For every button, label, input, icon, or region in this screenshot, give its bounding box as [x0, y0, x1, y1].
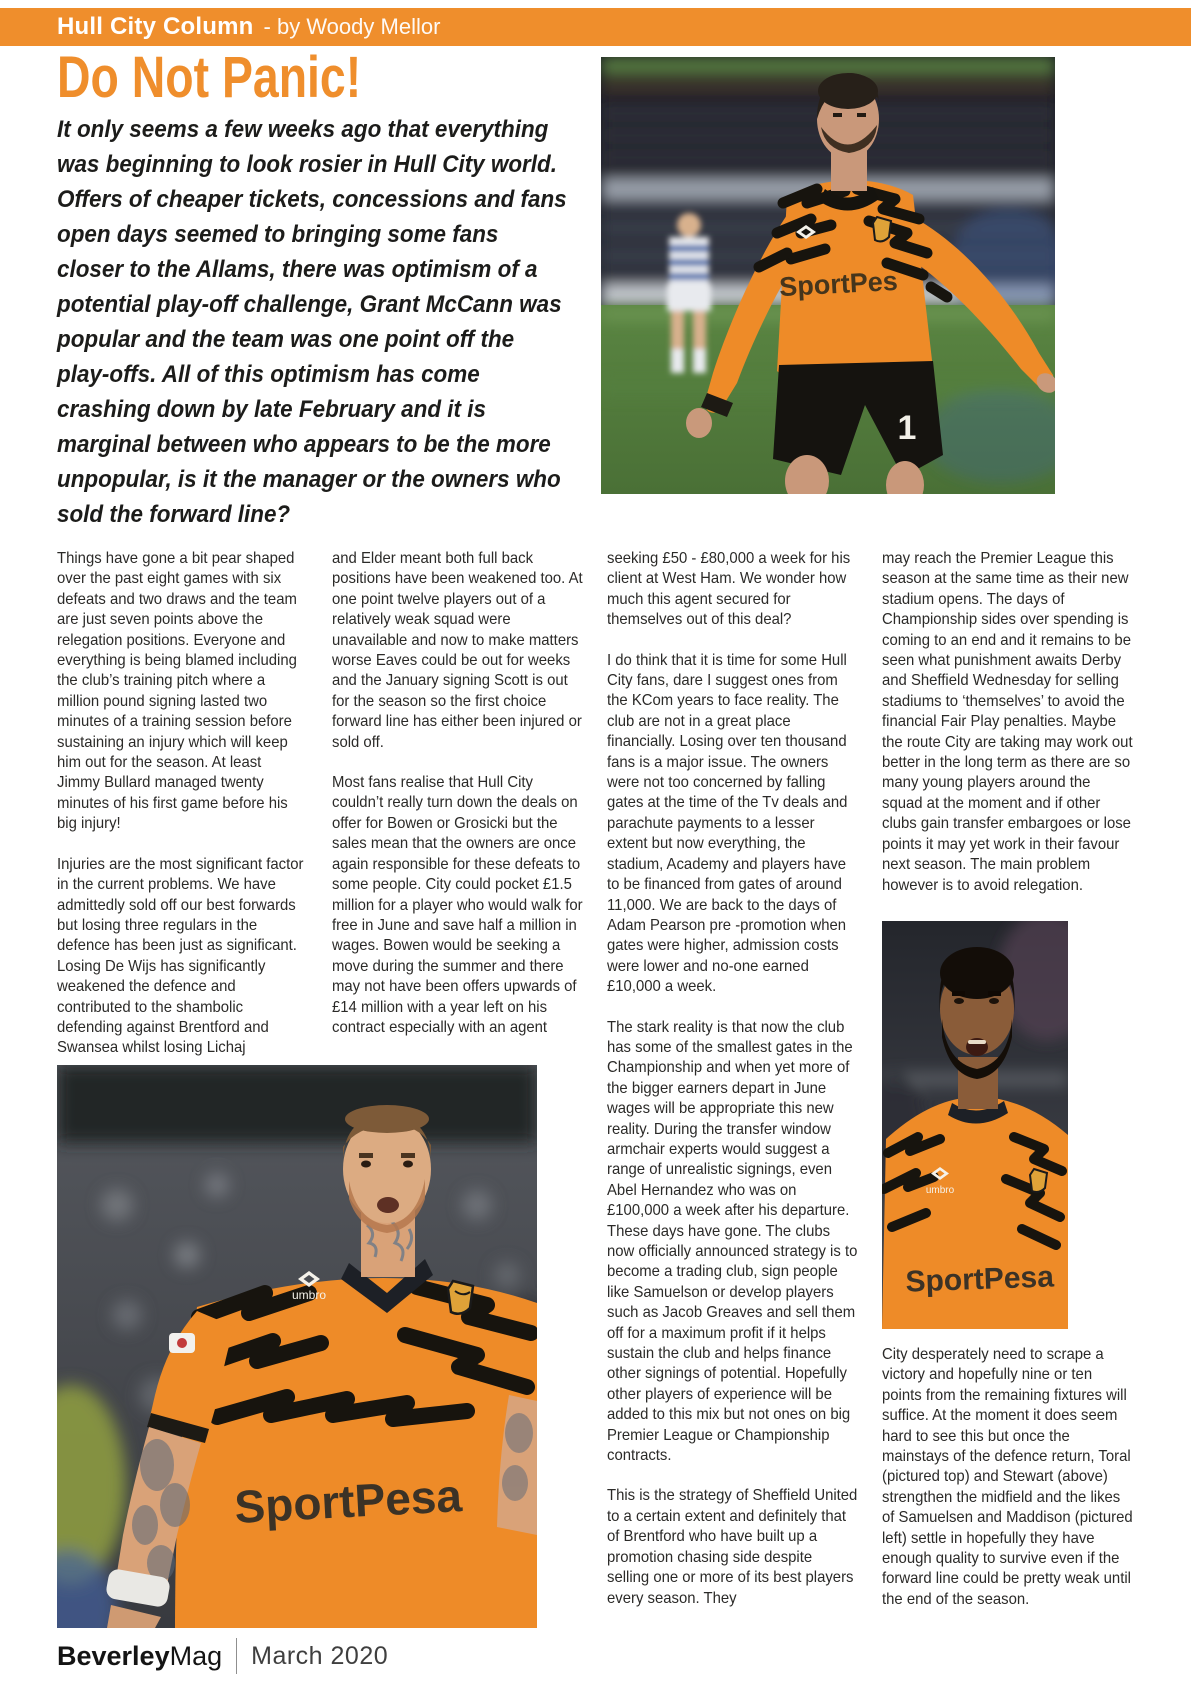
paragraph: Most fans realise that Hull City couldn’t really turn down the deals on offer for Bowen or Grosicki but the sales mean that the owners are once again responsible for these defeats to some people. City could pocket £1.5 million for a player who would walk for free in June and save half a million in wages. Bowen would be seeking a move during the summer and there may not have been offers upwards of £14 million with a year left on his contract especially with an agent	[332, 774, 583, 1036]
shirt-sponsor-text: SportPesa	[904, 1260, 1055, 1299]
hull-city-badge	[1030, 1169, 1047, 1192]
photo-toral	[601, 57, 1055, 494]
magazine-name-regular: Mag	[169, 1640, 223, 1671]
body-column-3	[607, 549, 858, 1629]
photo-stewart	[882, 921, 1068, 1329]
paragraph: City desperately need to scrape a victory and hopefully nine or ten points from the remaining fixtures will suffice. At the moment it does seem hard to see this but once the mainstays of the defence return, Toral (pictured top) and Stewart (above) strengthen the midfield and the likes of Samuelsen and Maddison (pictured left) settle in hopefully they have enough quality to survive even if the forward line could be pretty weak until the end of the season.	[882, 1346, 1133, 1608]
magazine-name	[57, 1641, 222, 1672]
maddison-illustration	[57, 1065, 537, 1628]
page-headline: Do Not Panic!	[57, 45, 362, 110]
paragraph: I do think that it is time for some Hull City fans, dare I suggest ones from the KCom years to face reality. The club are not in a great place financially. Losing over ten thousand fans is a major issue. The owners were not too concerned by falling gates at the time of the Tv deals and parachute payments to a lesser extent but now everything, the stadium, Academy and players have to be financed from gates of around 11,000. We are back to the days of Adam Pearson pre -promotion when gates were higher, admission costs were lower and no-one earned £10,000 a week.	[607, 651, 848, 996]
hull-city-badge	[873, 217, 891, 241]
body-column-1	[57, 549, 308, 1079]
paragraph: The stark reality is that now the club has some of the smallest gates in the Championship and when yet more of the bigger earners depart in June wages will be appropriate this new reality. During the transfer window armchair experts would suggest a range of unrealistic signings, even Abel Hernandez who was on £100,000 a week after his departure. These days have gone. The clubs now officially announced strategy is to become a trading club, sign people like Samuelson or develop players such as Jacob Greaves and sell them off for a maximum profit if it helps sustain the club and helps finance other signings of potential. Hopefully other players of experience will be added to this mix but not ones on big Premier League or Championship contracts.	[607, 1018, 858, 1465]
paragraph: seeking £50 - £80,000 a week for his client at West Ham. We wonder how much this agent secured for themselves out of this deal?	[607, 550, 851, 629]
paragraph: Injuries are the most significant factor in the current problems. We have admittedly sold off our best forwards but losing three regulars in the defence has been just as significant. Losing De Wijs has significantly weakened the defence and contributed to the shambolic defending against Brentford and Swansea whilst losing Lichaj	[57, 855, 304, 1057]
shirt-sponsor-text: SportPesa	[233, 1469, 464, 1533]
top-bar	[0, 8, 1191, 46]
paragraph: may reach the Premier League this season at the same time as their new stadium opens. The days of Championship sides over spending is coming to an end and it remains to be seen what punishment awaits Derby and Sheffield Wednesday for selling stadiums to ‘themselves’ to avoid the financial Fair Play penalties. Maybe the route City are taking may work out better in the long term as there are so many young players around the squad at the moment and if other clubs gain transfer embargoes or lose points it may yet work in their favour next season. The main problem however is to avoid relegation.	[882, 550, 1133, 894]
column-title: Hull City Column	[57, 13, 254, 40]
shirt-sponsor-text: SportPes	[778, 265, 899, 303]
footer-divider	[236, 1638, 237, 1674]
photo-maddison	[57, 1065, 537, 1628]
paragraph: Things have gone a bit pear shaped over the past eight games with six defeats and two draws and the team are just seven points above the relegation positions. Everyone and everything is being blamed including the club’s training pitch where a million pound signing lasted two minutes of a training session before sustaining an injury which will keep him out for the season. At least Jimmy Bullard managed twenty minutes of his first game before his big injury!	[57, 550, 297, 833]
footer	[57, 1638, 388, 1674]
shorts-number: 1	[897, 409, 917, 447]
stewart-illustration	[882, 921, 1068, 1329]
magazine-name-bold: Beverley	[57, 1640, 170, 1671]
byline: - by Woody Mellor	[263, 14, 441, 39]
paragraph: and Elder meant both full back positions have been weakened too. At one point twelve players out of a relatively weak squad were unavailable and now to make matters worse Eaves could be out for weeks and the January signing Scott is out for the season so the first choice forward line has either been injured or sold off.	[332, 550, 583, 751]
body-column-4	[882, 549, 1133, 916]
body-column-2	[332, 549, 583, 1058]
body-column-4-continued	[882, 1345, 1133, 1610]
paragraph: This is the strategy of Sheffield United to a certain extent and definitely that of Brentford who have built up a promotion chasing side despite selling one or more of its best players every season. They	[607, 1487, 858, 1607]
toral-illustration	[601, 57, 1055, 494]
umbro-wordmark: umbro	[925, 1185, 955, 1196]
hull-city-badge	[448, 1281, 473, 1314]
issue-date: March 2020	[251, 1641, 389, 1670]
umbro-wordmark: umbro	[291, 1288, 327, 1302]
intro-paragraph: It only seems a few weeks ago that everything was beginning to look rosier in Hull City world. Offers of cheaper tickets, concessions and fans open days seemed to bringing some fans closer to the Allams, there was optimism of a potential play-off challenge, Grant McCann was popular and the team was one point off the play-offs. All of this optimism has come crashing down by late February and it is marginal between who appears to be the more unpopular, is it the manager or the owners who sold the forward line?	[57, 116, 567, 528]
